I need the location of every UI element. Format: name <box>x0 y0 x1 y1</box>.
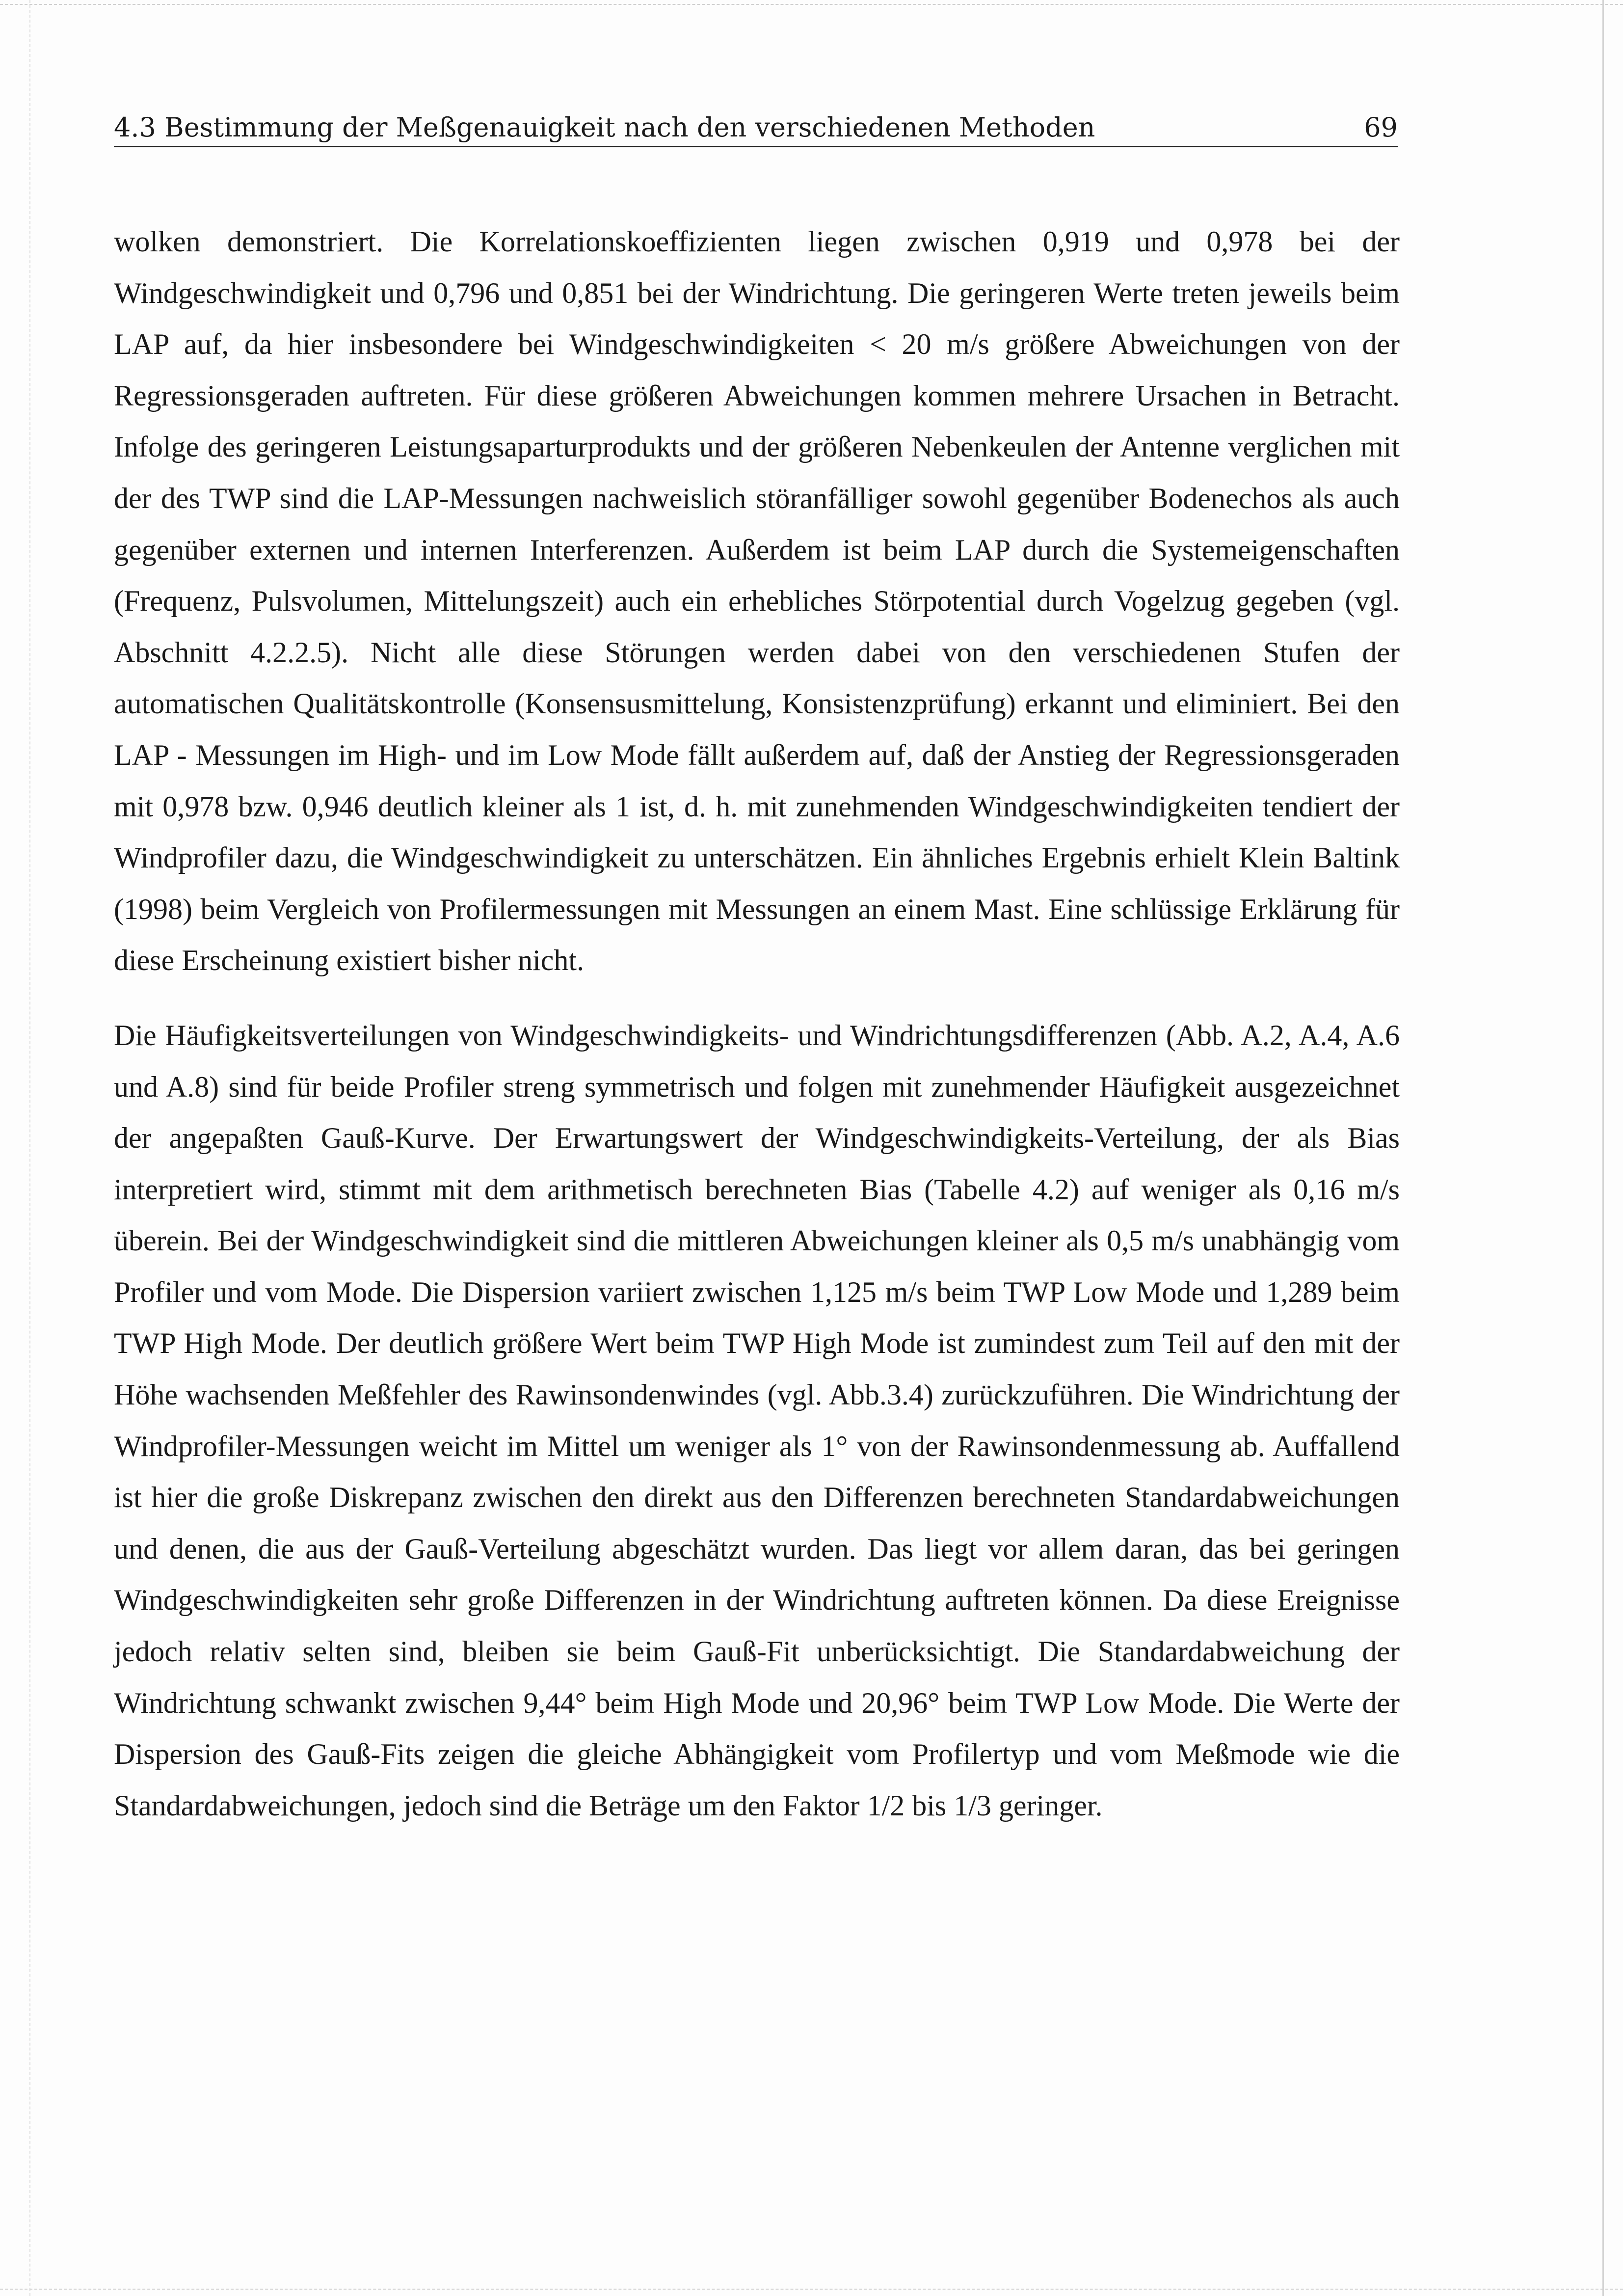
running-header <box>114 107 1398 147</box>
scan-edge-bottom <box>0 2289 1623 2290</box>
paragraph-1: wolken demonstriert. Die Korrelationskoeffizienten liegen zwischen 0,919 und 0,978 bei der Windgeschwindigkeit und 0,796 und 0,851 bei der Windrichtung. Die geringeren Werte treten jeweils beim LAP auf, da hier insbesondere bei Windgeschwindigkeiten < 20 m/s größere Abweichungen von der Regressionsgeraden auftreten. Für diese größeren Abweichungen kommen mehrere Ursachen in Betracht. Infolge des geringeren Leistungsaparturprodukts und der größeren Nebenkeulen der Antenne verglichen mit der des TWP sind die LAP-Messungen nachweislich störanfälliger sowohl gegenüber Bodenechos als auch gegenüber externen und internen Interferenzen. Außerdem ist beim LAP durch die Systemeigenschaften (Frequenz, Pulsvolumen, Mittelungszeit) auch ein erhebliches Störpotential durch Vogelzug gegeben (vgl. Abschnitt 4.2.2.5). Nicht alle diese Störungen werden dabei von den verschiedenen Stufen der automatischen Qualitätskontrolle (Konsensusmittelung, Konsistenzprüfung) erkannt und eliminiert. Bei den LAP - Messungen im High- und im Low Mode fällt außerdem auf, daß der Anstieg der Regressionsgeraden mit 0,978 bzw. 0,946 deutlich kleiner als 1 ist, d. h. mit zunehmenden Windgeschwindigkeiten tendiert der Windprofiler dazu, die Windgeschwindigkeit zu unterschätzen. Ein ähnliches Ergebnis erhielt Klein Baltink (1998) beim Vergleich von Profilermessungen mit Messungen an einem Mast. Eine schlüssige Erklärung für diese Erscheinung existiert bisher nicht. <box>114 225 1400 977</box>
page-number: 69 <box>1364 112 1398 143</box>
scan-edge-right <box>1602 0 1604 2296</box>
running-header-title: 4.3 Bestimmung der Meßgenauigkeit nach den verschiedenen Methoden <box>114 112 1095 143</box>
paragraph-2: Die Häufigkeitsverteilungen von Windgeschwindigkeits- und Windrichtungsdifferenzen (Abb. A.2, A.4, A.6 und A.8) sind für beide Profiler streng symmetrisch und folgen mit zunehmender Häufigkeit ausgezeichnet der angepaßten Gauß-Kurve. Der Erwartungswert der Windgeschwindigkeits-Verteilung, der als Bias interpretiert wird, stimmt mit dem arithmetisch berechneten Bias (Tabelle 4.2) auf weniger als 0,16 m/s überein. Bei der Windgeschwindigkeit sind die mittleren Abweichungen kleiner als 0,5 m/s unabhängig vom Profiler und vom Mode. Die Dispersion variiert zwischen 1,125 m/s beim TWP Low Mode und 1,289 beim TWP High Mode. Der deutlich größere Wert beim TWP High Mode ist zumindest zum Teil auf den mit der Höhe wachsenden Meßfehler des Rawinsondenwindes (vgl. Abb.3.4) zurückzuführen. Die Windrichtung der Windprofiler-Messungen weicht im Mittel um weniger als 1° von der Rawinsondenmessung ab. Auffallend ist hier die große Diskrepanz zwischen den direkt aus den Differenzen berechneten Standardabweichungen und denen, die aus der Gauß-Verteilung abgeschätzt wurden. Das liegt vor allem daran, das bei geringen Windgeschwindigkeiten sehr große Differenzen in der Windrichtung auftreten können. Da diese Ereignisse jedoch relativ selten sind, bleiben sie beim Gauß-Fit unberücksichtigt. Die Standardabweichung der Windrichtung schwankt zwischen 9,44° beim High Mode und 20,96° beim TWP Low Mode. Die Werte der Dispersion des Gauß-Fits zeigen die gleiche Abhängigkeit vom Profilertyp und vom Meßmode wie die Standardabweichungen, jedoch sind die Beträge um den Faktor 1/2 bis 1/3 geringer. <box>114 1019 1400 1822</box>
scan-edge-left <box>29 0 30 2296</box>
body-text <box>114 216 1400 1831</box>
scan-edge-top <box>0 4 1623 5</box>
